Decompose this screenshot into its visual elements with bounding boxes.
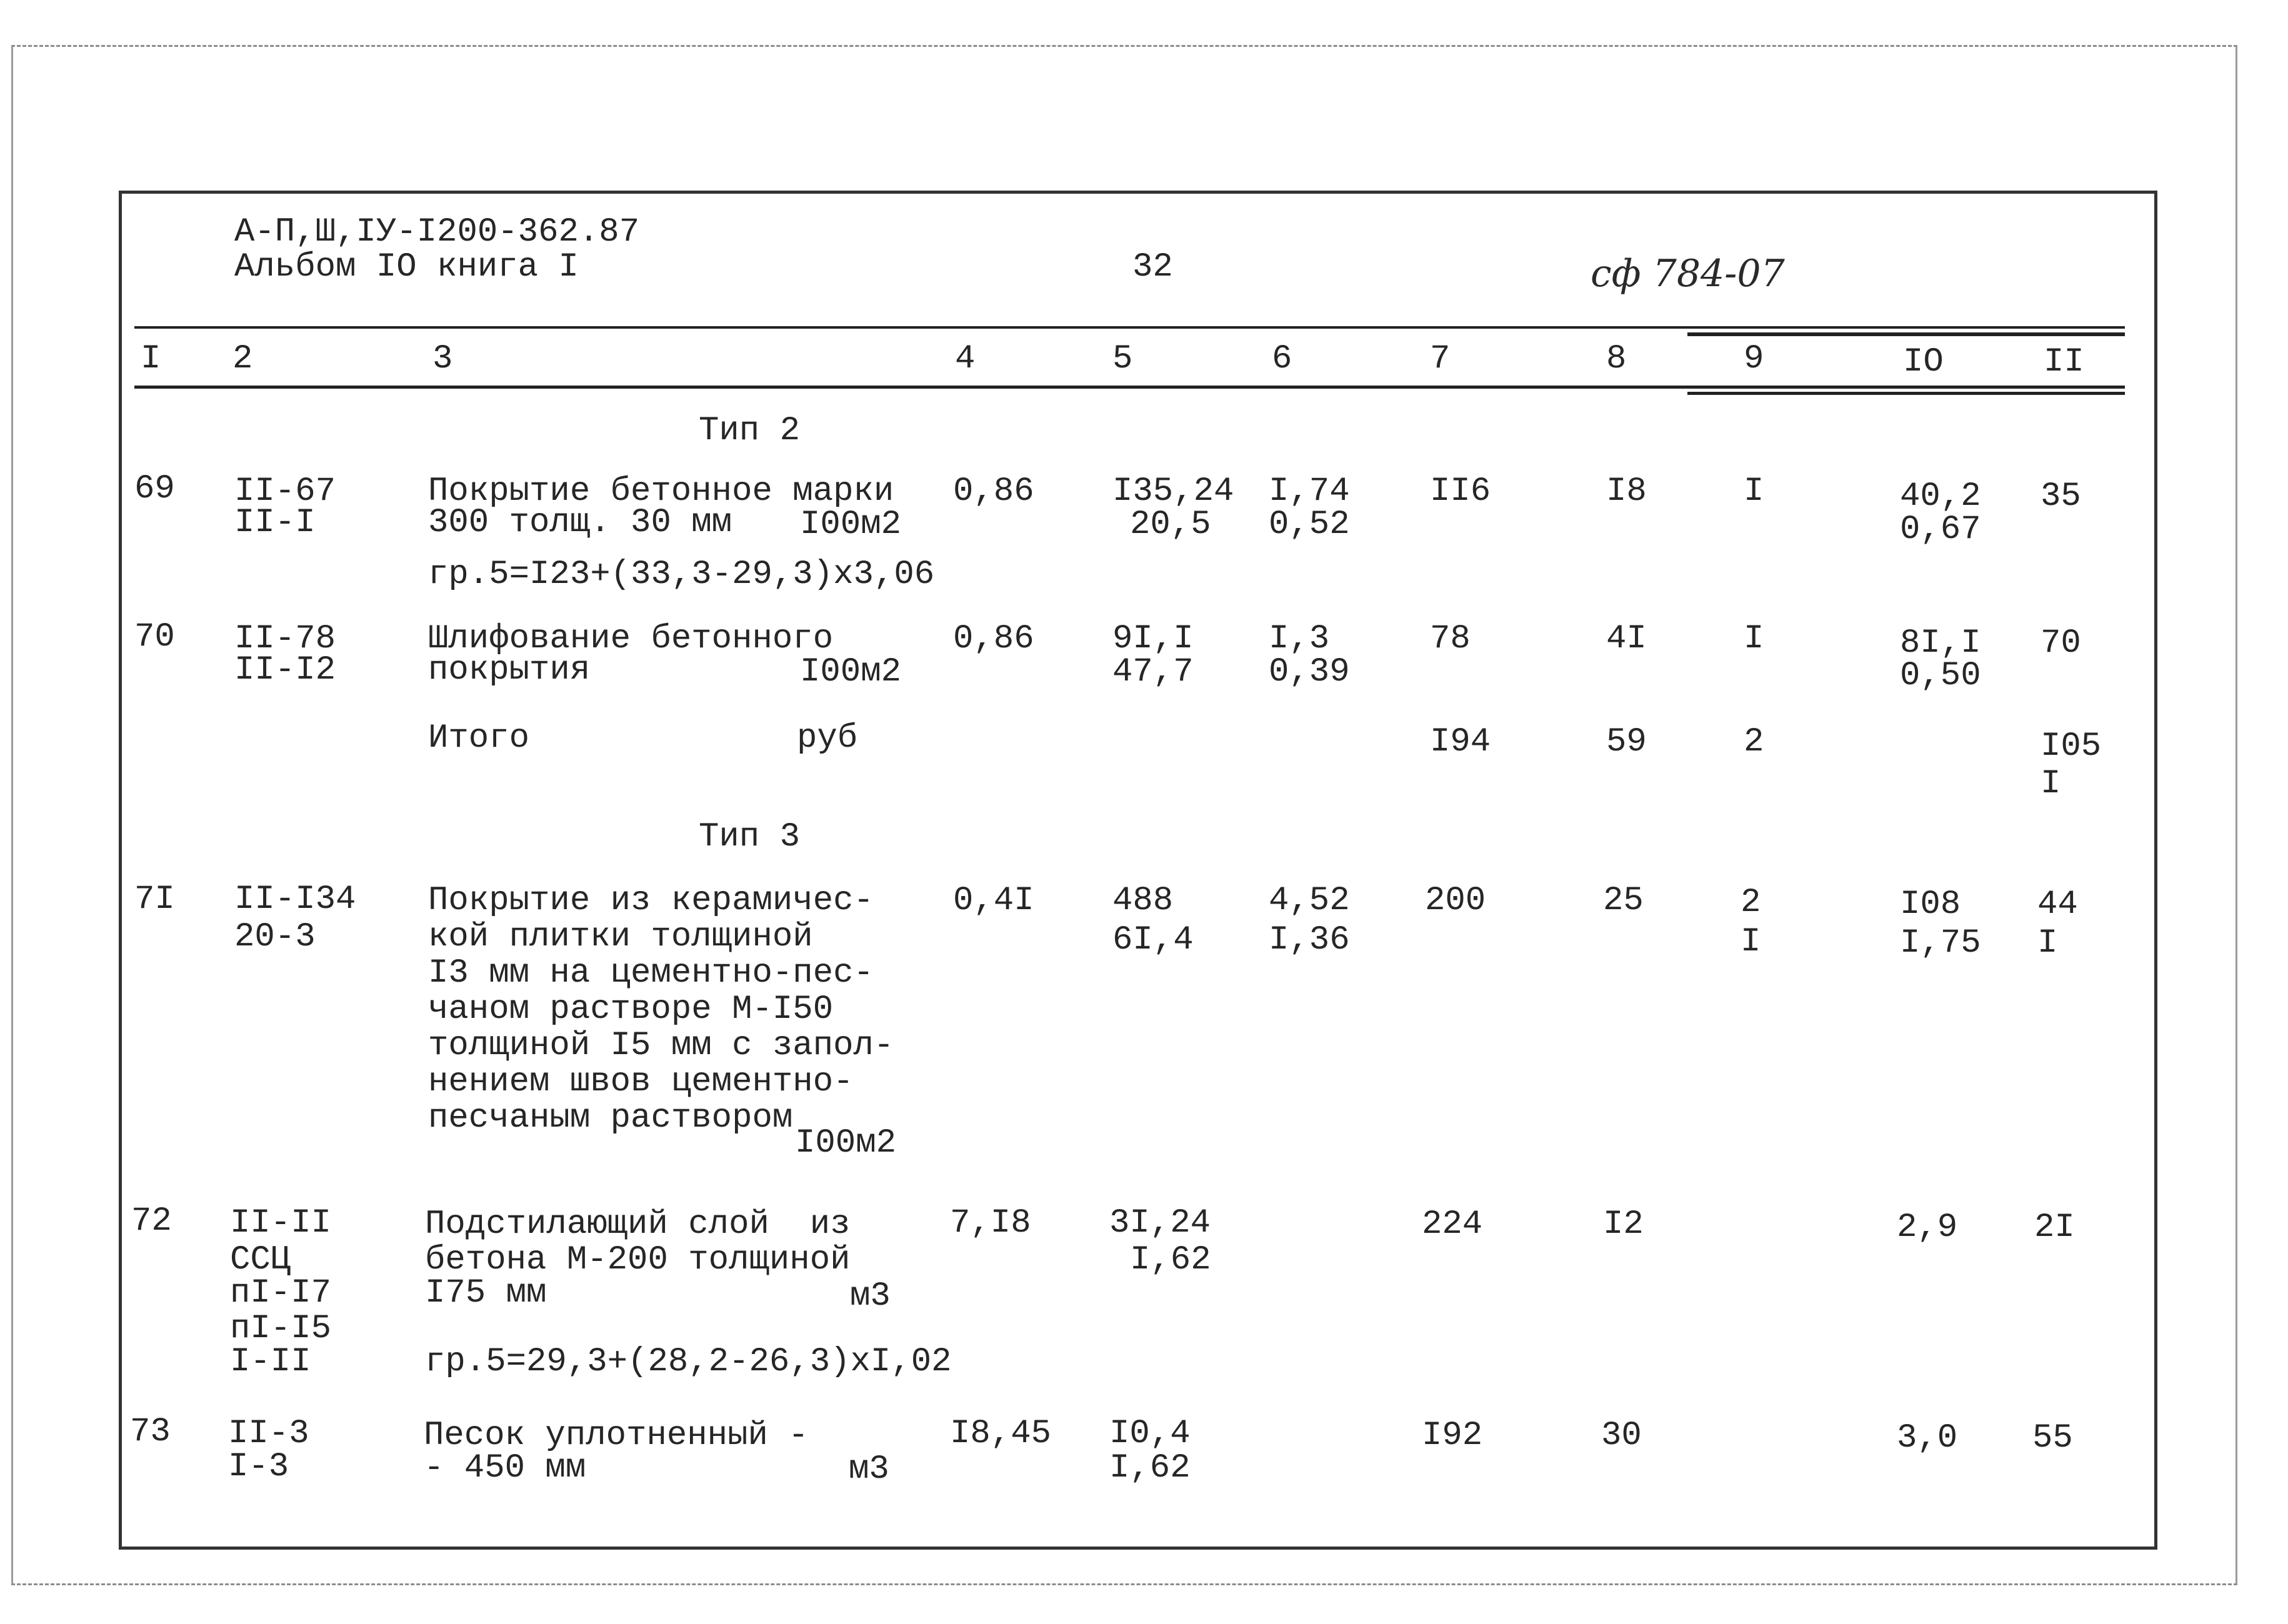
col8-value: I8 [1606, 472, 1647, 511]
col11-value: 70 [2041, 624, 2081, 662]
unit: I00м2 [795, 1124, 897, 1162]
col11-value: I [2041, 765, 2061, 803]
col10-value: 0,50 [1900, 657, 1981, 695]
document-code: А-П,Ш,IУ-I200-362.87 [234, 213, 640, 251]
header-rule-top-right [1687, 332, 2125, 336]
col6-value: 0,39 [1269, 653, 1350, 691]
col5-value: 9I,I [1112, 620, 1194, 658]
col9-value: I [1744, 620, 1764, 658]
norm-code: II-78 [234, 620, 336, 658]
col8-value: I2 [1603, 1205, 1644, 1243]
description-line: Песок уплотненный - [424, 1417, 809, 1455]
description-line: нением швов цементно- [428, 1063, 854, 1101]
unit: м3 [849, 1450, 889, 1488]
row-number: 70 [134, 618, 175, 656]
col10-value: I08 [1900, 885, 1961, 924]
column-header: 5 [1112, 340, 1133, 378]
description-line: толщиной I5 мм с запол- [428, 1027, 894, 1065]
section-heading-type3: Тип 3 [699, 818, 801, 856]
col8-value: 4I [1606, 620, 1647, 658]
row-number: 69 [134, 470, 175, 508]
col10-value: 40,2 [1900, 477, 1981, 516]
norm-code: II-3 [228, 1415, 309, 1453]
col7-value: 78 [1430, 620, 1471, 658]
col9-value: 2 [1744, 723, 1764, 761]
norm-code: ССЦ [230, 1241, 291, 1279]
col5-value: I,62 [1130, 1241, 1211, 1279]
unit: I00м2 [800, 653, 902, 691]
col6-value: I,74 [1269, 472, 1350, 511]
col10-value: I,75 [1900, 924, 1981, 962]
handwritten-stamp: сф 784-07 [1591, 252, 1785, 296]
description-line: кой плитки толщиной [428, 918, 813, 956]
col7-value: 224 [1422, 1205, 1483, 1243]
header-rule-bottom [134, 386, 2125, 389]
norm-code: 20-3 [234, 918, 316, 956]
description-line: Покрытие из керамичес- [428, 882, 874, 920]
description-line: I3 мм на цементно-пес- [428, 954, 874, 992]
column-header: 9 [1744, 340, 1764, 378]
row-number: 7I [134, 880, 175, 919]
description-line: - 450 мм [424, 1449, 586, 1487]
col11-value: 2I [2034, 1208, 2075, 1247]
col5-value: 488 [1112, 882, 1174, 920]
description-line: покрытия [428, 651, 591, 689]
col9-value: 2 [1741, 884, 1761, 922]
column-header: 3 [432, 340, 453, 378]
col4-value: 0,4I [953, 882, 1034, 920]
col11-value: 35 [2041, 477, 2081, 516]
col10-value: 0,67 [1900, 511, 1981, 549]
col11-value: 44 [2037, 885, 2078, 924]
norm-code: II-I34 [234, 880, 356, 919]
norm-code: II-I [234, 504, 316, 542]
col6-value: I,36 [1269, 921, 1350, 959]
col4-value: I8,45 [950, 1415, 1052, 1453]
col5-value: I35,24 [1112, 472, 1234, 511]
col5-value: 6I,4 [1112, 921, 1194, 959]
description-line: I75 мм [425, 1274, 547, 1312]
column-header: 4 [955, 340, 976, 378]
col7-value: I92 [1422, 1417, 1483, 1455]
album-info: Альбом IO книга I [234, 248, 579, 286]
column-header: II [2044, 343, 2084, 381]
col9-value: I [1744, 472, 1764, 511]
description-line: Подстилающий слой из [425, 1205, 851, 1243]
unit: I00м2 [800, 506, 902, 544]
description-line: песчаным раствором [428, 1099, 793, 1137]
column-header: 2 [232, 340, 253, 378]
col6-value: 0,52 [1269, 506, 1350, 544]
norm-code: I-3 [228, 1448, 289, 1486]
column-header: IO [1903, 343, 1944, 381]
col5-value: I,62 [1109, 1449, 1191, 1487]
norm-code: пI-I7 [230, 1274, 332, 1312]
column-header: 8 [1606, 340, 1627, 378]
col10-value: 2,9 [1897, 1208, 1958, 1247]
col11-value: 55 [2032, 1419, 2073, 1457]
header-rule-top [134, 326, 2125, 329]
description-line: чаном растворе М-I50 [428, 990, 834, 1029]
col6-value: I,3 [1269, 620, 1330, 658]
total-unit: руб [797, 719, 858, 757]
unit: м3 [850, 1277, 891, 1315]
total-label: Итого [428, 719, 530, 757]
col7-value: I94 [1430, 723, 1491, 761]
description-line: 300 толщ. 30 мм [428, 504, 732, 542]
norm-code: II-II [230, 1204, 332, 1242]
description-line: бетона М-200 толщиной [425, 1241, 851, 1279]
norm-code: II-67 [234, 472, 336, 511]
norm-code: пI-I5 [230, 1310, 332, 1348]
col10-value: 3,0 [1897, 1419, 1958, 1457]
col4-value: 0,86 [953, 472, 1034, 511]
col5-value: 3I,24 [1109, 1204, 1211, 1242]
col11-value: I05 [2041, 727, 2102, 765]
col9-value: I [1741, 923, 1761, 961]
col6-value: 4,52 [1269, 882, 1350, 920]
col5-value: I0,4 [1109, 1415, 1191, 1453]
section-heading-type2: Тип 2 [699, 412, 801, 450]
col8-value: 25 [1603, 882, 1644, 920]
col5-value: 20,5 [1130, 506, 1211, 544]
col7-value: II6 [1430, 472, 1491, 511]
col7-value: 200 [1425, 882, 1486, 920]
row-number: 72 [131, 1202, 172, 1240]
col5-value: 47,7 [1112, 653, 1194, 691]
col8-value: 30 [1601, 1417, 1642, 1455]
col10-value: 8I,I [1900, 624, 1981, 662]
col4-value: 7,I8 [950, 1204, 1031, 1242]
row-number: 73 [130, 1413, 171, 1451]
col4-value: 0,86 [953, 620, 1034, 658]
column-header: I [141, 340, 161, 378]
formula: гр.5=I23+(33,3-29,3)х3,06 [428, 555, 935, 594]
norm-code: II-I2 [234, 651, 336, 689]
column-header: 7 [1430, 340, 1451, 378]
page-number: 32 [1132, 248, 1173, 286]
formula: гр.5=29,3+(28,2-26,3)хI,02 [425, 1343, 952, 1381]
norm-code: I-II [230, 1343, 311, 1381]
description-line: Шлифование бетонного [428, 620, 834, 658]
col8-value: 59 [1606, 723, 1647, 761]
col11-value: I [2037, 924, 2058, 962]
column-header: 6 [1272, 340, 1292, 378]
description-line: Покрытие бетонное марки [428, 472, 894, 511]
header-rule-bottom-right [1687, 392, 2125, 395]
